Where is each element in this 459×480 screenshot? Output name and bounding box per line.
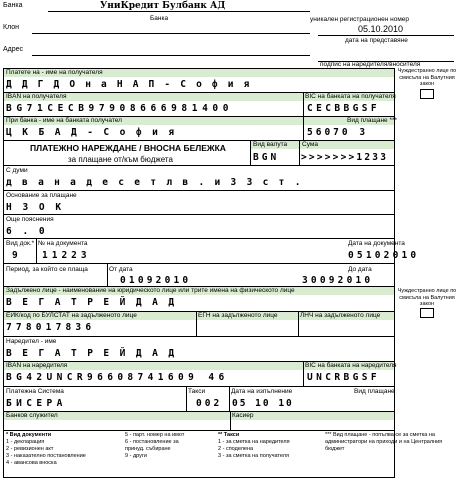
doc-type-4: 4 - авансова вноска — [6, 460, 57, 466]
payer-iban-value[interactable]: BG42UNCR96608741609 46 — [6, 372, 229, 383]
recipient-name-value[interactable]: Д Д Г Д О н а Н А П - С о ф и я — [6, 79, 252, 90]
lnch-label: ЛНЧ на задълженото лице — [300, 312, 381, 319]
period-from-value[interactable]: 01092010 — [120, 275, 192, 286]
payer-bic-label: BIC на банката на наредителя — [305, 362, 397, 369]
payment-type-note: *** Вид плащане - попълва се за сметка на администратори на приходи и на Централния бюджет — [325, 432, 443, 452]
doc-type-label: Вид док.* — [6, 240, 35, 247]
doc-type-3: 3 - наказателно постановление — [6, 453, 86, 459]
signature-caption: подпис на наредителя/вносителя — [320, 61, 421, 68]
more-label: Още пояснения — [6, 216, 54, 223]
clerk-label: Банков служител — [6, 412, 58, 419]
payer-payment-type-label: Вид плащане — [354, 388, 395, 395]
amount-value[interactable]: >>>>>>>1233 — [301, 152, 389, 163]
document-title: ПЛАТЕЖНО НАРЕЖДАНЕ / ВНОСНА БЕЛЕЖКА — [30, 143, 226, 153]
eik-value[interactable]: 778017836 — [6, 322, 96, 333]
foreign-checkbox-1[interactable] — [420, 89, 434, 99]
payer-bic-value[interactable]: UNCRBGSF — [307, 372, 380, 383]
bank-caption-label: Банка — [3, 2, 23, 9]
exec-date-label: Дата на изпълнение — [231, 388, 293, 395]
period-label: Период, за който се плаща — [6, 266, 88, 273]
currency-label: Вид валута — [253, 141, 288, 148]
basis-value[interactable]: Н З О К — [6, 202, 64, 213]
branch-label: Клон — [3, 24, 19, 31]
period-to-label: До дата — [348, 266, 372, 273]
obligor-value[interactable]: В Е Г А Т Р Е Й Д А Д — [6, 297, 177, 308]
doc-type-9: 9 - други — [125, 453, 147, 459]
fees-title: ** Такси — [218, 432, 240, 438]
eik-label: ЕИК/код по БУЛСТАТ на задълженото лице — [6, 312, 137, 319]
recipient-bic-label: BIC на банката на получателя — [305, 93, 396, 100]
reg-no-caption: уникален регистрационен номер — [310, 16, 410, 23]
doc-number-value[interactable]: 11223 — [42, 250, 91, 261]
recipient-bic-value[interactable]: CECBBGSF — [307, 103, 380, 114]
currency-value[interactable]: BGN — [253, 152, 280, 163]
foreign-note-2: Чуждестранно лице по смисъла на Валутния закон — [397, 288, 457, 307]
foreign-checkbox-2[interactable] — [420, 308, 434, 318]
payer-value[interactable]: В Е Г А Т Р Е Й Д А Д — [6, 348, 177, 359]
address-label: Адрес — [3, 46, 24, 53]
payer-label: Наредител - име — [6, 338, 57, 345]
fee-3: 3 - за сметка на получателя — [218, 453, 289, 459]
period-to-value[interactable]: 30092010 — [302, 275, 374, 286]
system-value[interactable]: БИСЕРА — [6, 398, 67, 409]
doc-type-6: 6 - постановление за принуд. събиране — [125, 439, 179, 452]
recipient-bank-value[interactable]: Ц К Б А Д - С о ф и я — [6, 127, 177, 138]
doc-type-1: 1 - декларация — [6, 439, 45, 445]
document-subtitle: за плащане от/към бюджета — [68, 155, 173, 164]
payment-type-value[interactable]: 56070 3 — [307, 127, 369, 138]
doc-type-5: 5 - парт. номер на имот — [125, 432, 185, 438]
amount-label: Сума — [302, 141, 318, 148]
fees-value[interactable]: 002 — [196, 398, 223, 409]
basis-label: Основание за плащане — [6, 192, 77, 199]
bank-name: УниКредит Булбанк АД — [100, 1, 226, 11]
bank-caption: Банка — [150, 15, 169, 22]
period-from-label: От дата — [109, 266, 133, 273]
recipient-name-label: Платете на - име на получателя — [6, 69, 103, 76]
exec-date-value[interactable]: 05 10 10 — [232, 398, 294, 409]
submission-date-caption: дата на представяне — [345, 37, 408, 44]
cashier-label: Касиер — [232, 412, 254, 419]
submission-date: 05.10.2010 — [358, 24, 404, 34]
system-label: Платежна Система — [6, 388, 64, 395]
words-label: С думи — [6, 167, 28, 174]
obligor-label: Задължено лице - наименование на юридическото лице или трите имена на физическото лице — [6, 287, 295, 294]
foreign-note-1: Чуждестранно лице по смисъла на Валутния закон — [397, 68, 457, 87]
fees-label: Такси — [188, 388, 206, 395]
words-value[interactable]: д в а н а д е с е т л в . и 3 3 с т . — [6, 177, 303, 188]
recipient-iban-value[interactable]: BG71CECB97908666981400 — [6, 103, 234, 114]
payment-type-label: Вид плащане *** — [347, 117, 398, 124]
doc-date-value[interactable]: 05102010 — [348, 250, 420, 261]
fee-2: 2 - споделена — [218, 446, 254, 452]
recipient-bank-label: При банка - име на банката получател — [6, 117, 122, 124]
doc-type-value[interactable]: 9 — [12, 250, 22, 261]
doc-date-label: Дата на документа — [348, 240, 405, 247]
doc-number-label: № на документа — [38, 240, 88, 247]
fee-1: 1 - за сметка на наредителя — [218, 439, 290, 445]
doc-type-2: 2 - ревизионен акт — [6, 446, 54, 452]
payer-iban-label: IBAN на наредителя — [6, 362, 68, 369]
more-value[interactable]: 6 . 0 — [6, 226, 48, 237]
doc-types-title: * Вид документи — [6, 432, 52, 438]
egn-label: ЕГН на задълженото лице — [198, 312, 278, 319]
recipient-iban-label: IBAN на получателя — [6, 93, 67, 100]
